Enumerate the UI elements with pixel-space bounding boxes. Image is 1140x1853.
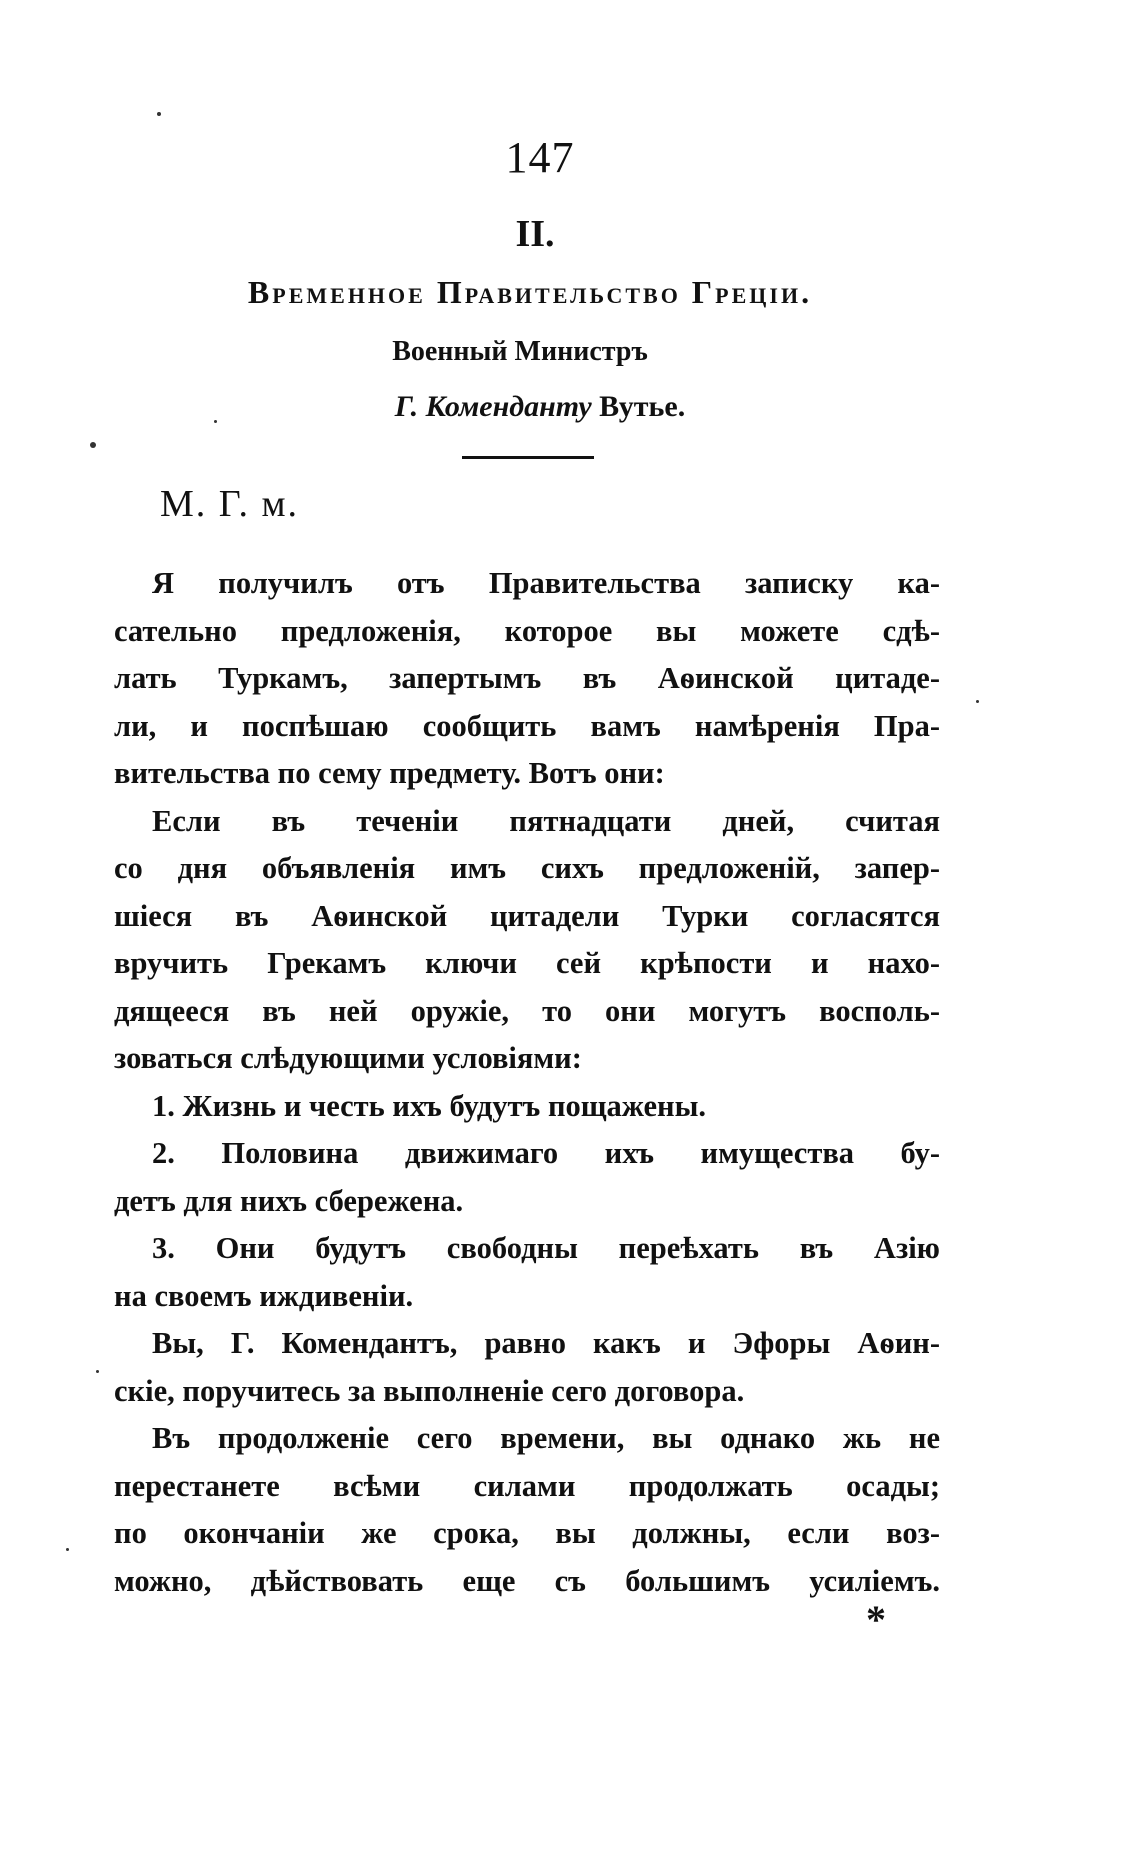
- body-line: по окончаніи же срока, вы должны, если воз-: [114, 1516, 940, 1550]
- body-line: Если въ теченіи пятнадцати дней, считая: [152, 803, 940, 838]
- body-line: ли, и поспѣшаю сообщить вамъ намѣренія Пра-: [114, 708, 940, 743]
- body-line: можно, дѣйствовать еще съ большимъ усиліемъ.: [114, 1563, 940, 1598]
- body-line: шіеся въ Аѳинской цитадели Турки согласятся: [114, 898, 940, 933]
- heading-rule: [462, 456, 594, 459]
- print-speck: [96, 1370, 99, 1373]
- catchword-asterisk: *: [866, 1597, 886, 1642]
- print-speck: [90, 442, 96, 448]
- body-line: вительства по сему предмету. Вотъ они:: [114, 756, 665, 790]
- body-line: лать Туркамъ, запертымъ въ Аѳинской цитаде-: [114, 661, 940, 695]
- body-line: вручить Грекамъ ключи сей крѣпости и нахо-: [114, 946, 940, 980]
- body-line: на своемъ иждивеніи.: [114, 1278, 414, 1313]
- body-line: перестанете всѣми силами продолжать осады;: [114, 1468, 940, 1503]
- print-speck: [976, 700, 979, 703]
- body-line: дящееся въ ней оружіе, то они могутъ восполь-: [114, 993, 940, 1028]
- body-line: детъ для нихъ сбережена.: [114, 1183, 464, 1218]
- body-line: Въ продолженіе сего времени, вы однако жь не: [152, 1421, 940, 1455]
- document-heading: Временное Правительство Греціи.: [247, 274, 813, 310]
- page-number: 147: [505, 133, 575, 182]
- addressee-name: Вутье.: [599, 390, 686, 423]
- sender-title: Военный Министръ: [392, 336, 648, 367]
- print-speck: [214, 420, 217, 423]
- body-line: Вы, Г. Комендантъ, равно какъ и Эфоры Аѳин-: [152, 1326, 940, 1360]
- body-line: сательно предложенія, которое вы можете сдѣ-: [114, 613, 940, 648]
- section-number: II.: [515, 213, 555, 255]
- print-speck: [66, 1548, 69, 1551]
- body-line: 1. Жизнь и честь ихъ будутъ пощажены.: [152, 1088, 707, 1123]
- addressee-line: [0, 390, 1080, 424]
- body-line: скіе, поручитесь за выполненіе сего договора.: [114, 1373, 745, 1408]
- body-line: со дня объявленія имъ сихъ предложеній, запер-: [114, 851, 940, 885]
- salutation: М. Г. м.: [160, 483, 300, 525]
- addressee-prefix: Г. Коменданту: [394, 390, 592, 423]
- body-line: 3. Они будутъ свободны переѣхать въ Азію: [152, 1231, 940, 1265]
- letter-body: [114, 560, 940, 1605]
- body-line: зоваться слѣдующими условіями:: [114, 1041, 582, 1075]
- body-line: Я получилъ отъ Правительства записку ка-: [152, 566, 940, 600]
- print-speck: [157, 112, 161, 116]
- body-line: 2. Половина движимаго ихъ имущества бу-: [152, 1136, 940, 1170]
